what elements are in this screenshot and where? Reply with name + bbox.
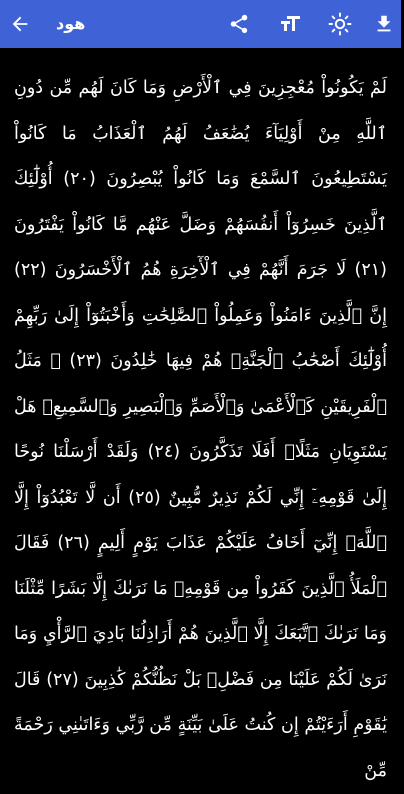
verse-number: (٢٥) bbox=[128, 487, 161, 508]
verse-text: أُوْلَٰٓئِكَ ٱلَّذِينَ خَسِرُوٓاْ أَنفُسَهُمْ وَضَلَّ عَنْهُم مَّا كَانُواْ يَفْتَرُونَ bbox=[14, 169, 387, 235]
verse-text: قَالَ يَٰقَوْمِ أَرَءَيْتُمْ إِن كُنتُ عَلَىٰ بَيِّنَةٍ مِّن رَّبِّي وَءَاتَىٰنِي رَحْمَةً مِّنْ bbox=[14, 669, 387, 781]
verse-text: لَمْ يَكُونُواْ مُعْجِزِينَ فِي ٱلْأَرْضِ وَمَا كَانَ لَهُم مِّن دُونِ ٱللَّهِ مِنْ أَوْلِيَآءَ يُضَٰعَفُ لَهُمُ ٱلْعَذَابُ مَا كَانُواْ يَسْتَطِيعُونَ ٱلسَّمْعَ وَمَا كَانُواْ يُبْصِرُونَ bbox=[14, 78, 387, 189]
brightness-icon bbox=[328, 12, 352, 36]
verses-paragraph bbox=[14, 66, 387, 794]
font-size-icon bbox=[278, 12, 302, 36]
surah-title: هود bbox=[56, 14, 86, 33]
quran-page bbox=[0, 48, 401, 781]
verse-number: (٢٢) bbox=[14, 260, 47, 280]
verse-number: (٢٣) ۞ bbox=[50, 351, 102, 371]
verse-number: (٢٧) bbox=[46, 669, 79, 690]
verse-number: (٢٤) bbox=[147, 442, 181, 462]
verse-number: (٢٠) bbox=[63, 169, 96, 189]
brightness-button[interactable] bbox=[320, 0, 360, 48]
verse-text: وَلَقَدْ أَرْسَلْنَا نُوحًا إِلَىٰ قَوْمِهِۦٓ إِنِّي لَكُمْ نَذِيرٌ مُّبِينٌ bbox=[14, 442, 387, 508]
font-size-button[interactable] bbox=[270, 0, 310, 48]
verse-text: لَا جَرَمَ أَنَّهُمْ فِي ٱلْأٓخِرَةِ هُمُ ٱلْأَخْسَرُونَ bbox=[54, 260, 347, 280]
share-button[interactable] bbox=[219, 0, 259, 48]
download-button[interactable] bbox=[364, 0, 404, 48]
share-icon bbox=[228, 13, 250, 35]
verse-number: (٢١) bbox=[354, 260, 387, 280]
app-bar bbox=[0, 0, 401, 48]
download-icon bbox=[373, 13, 395, 35]
back-button[interactable] bbox=[0, 0, 40, 48]
verse-text: فَقَالَ ٱلْمَلَأُ ٱلَّذِينَ كَفَرُواْ مِن قَوْمِهِۦ مَا نَرَىٰكَ إِلَّا بَشَرًا مِّثْلَنَا وَمَا نَرَىٰكَ ٱتَّبَعَكَ إِلَّا ٱلَّذِينَ هُمْ أَرَاذِلُنَا بَادِيَ ٱلرَّأْيِ وَمَا نَرَىٰ لَكُمْ عَلَيْنَا مِن فَضْلِۭ بَلْ نَظُنُّكُمْ كَٰذِبِينَ bbox=[14, 533, 387, 690]
verse-text: أَن لَّا تَعْبُدُوٓاْ إِلَّا ٱللَّهَۖ إِنِّيٓ أَخَافُ عَلَيْكُمْ عَذَابَ يَوْمٍ أَلِيمٍ bbox=[14, 487, 387, 553]
verse-number: (٢٦) bbox=[57, 533, 90, 553]
verse-text: إِنَّ ٱلَّذِينَ ءَامَنُواْ وَعَمِلُواْ ٱلصَّٰلِحَٰتِ وَأَخْبَتُوٓاْ إِلَىٰ رَبِّهِمْ أُوْلَٰٓئِكَ أَصْحَٰبُ ٱلْجَنَّةِۖ هُمْ فِيهَا خَٰلِدُونَ bbox=[14, 305, 387, 371]
arrow-back-icon bbox=[9, 13, 31, 35]
verse-text: مَثَلُ ٱلْفَرِيقَيْنِ كَٱلْأَعْمَىٰ وَٱلْأَصَمِّ وَٱلْبَصِيرِ وَٱلسَّمِيعِۚ هَلْ يَسْتَوِيَانِ مَثَلًاۚ أَفَلَا تَذَكَّرُونَ bbox=[14, 351, 387, 462]
